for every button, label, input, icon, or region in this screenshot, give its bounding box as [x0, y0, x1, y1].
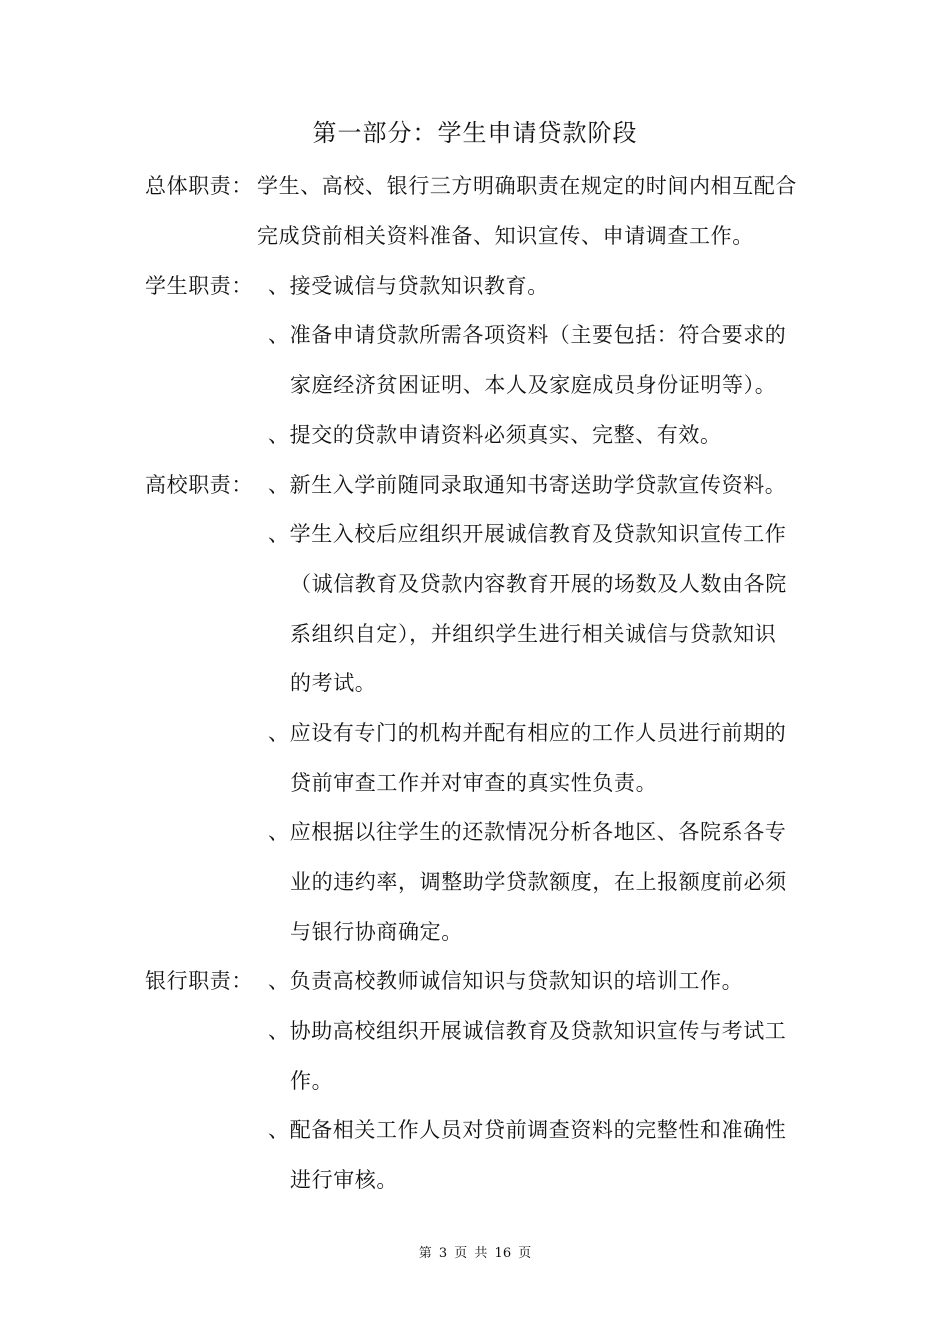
overall-line: 学生、高校、银行三方明确职责在规定的时间内相互配合	[257, 174, 797, 198]
overall-line: 完成贷前相关资料准备、知识宣传、申请调查工作。	[257, 224, 754, 248]
bank-item-continuation: 作。	[290, 1069, 334, 1093]
school-item: 、新生入学前随同录取通知书寄送助学贷款宣传资料。	[268, 473, 787, 497]
school-item: 、应根据以往学生的还款情况分析各地区、各院系各专	[268, 820, 787, 844]
bank-item: 、配备相关工作人员对贷前调查资料的完整性和准确性	[268, 1118, 787, 1142]
page-title: 第一部分：学生申请贷款阶段	[312, 119, 638, 147]
student-label: 学生职责：	[145, 274, 253, 298]
bank-item: 、协助高校组织开展诚信教育及贷款知识宣传与考试工	[268, 1019, 787, 1043]
bank-item: 、负责高校教师诚信知识与贷款知识的培训工作。	[268, 969, 744, 993]
bank-label: 银行职责：	[145, 969, 253, 993]
school-item-continuation: （诚信教育及贷款内容教育开展的场数及人数由各院	[290, 572, 787, 596]
student-item: 、接受诚信与贷款知识教育。	[268, 274, 549, 298]
student-item: 、准备申请贷款所需各项资料（主要包括：符合要求的	[268, 323, 787, 347]
school-item: 、学生入校后应组织开展诚信教育及贷款知识宣传工作	[268, 522, 787, 546]
student-item: 、提交的贷款申请资料必须真实、完整、有效。	[268, 423, 722, 447]
page-footer: 第 3 页 共 16 页	[418, 1246, 532, 1261]
school-label: 高校职责：	[145, 473, 253, 497]
bank-item-continuation: 进行审核。	[290, 1168, 398, 1192]
school-item-continuation: 与银行协商确定。	[290, 920, 463, 944]
overall-label: 总体职责：	[145, 174, 253, 198]
student-item-continuation: 家庭经济贫困证明、本人及家庭成员身份证明等）。	[290, 373, 777, 397]
school-item-continuation: 系组织自定），并组织学生进行相关诚信与贷款知识	[290, 622, 777, 646]
school-item-continuation: 贷前审查工作并对审查的真实性负责。	[290, 771, 658, 795]
school-item-continuation: 业的违约率，调整助学贷款额度，在上报额度前必须	[290, 870, 787, 894]
school-item: 、应设有专门的机构并配有相应的工作人员进行前期的	[268, 721, 787, 745]
school-item-continuation: 的考试。	[290, 671, 377, 695]
